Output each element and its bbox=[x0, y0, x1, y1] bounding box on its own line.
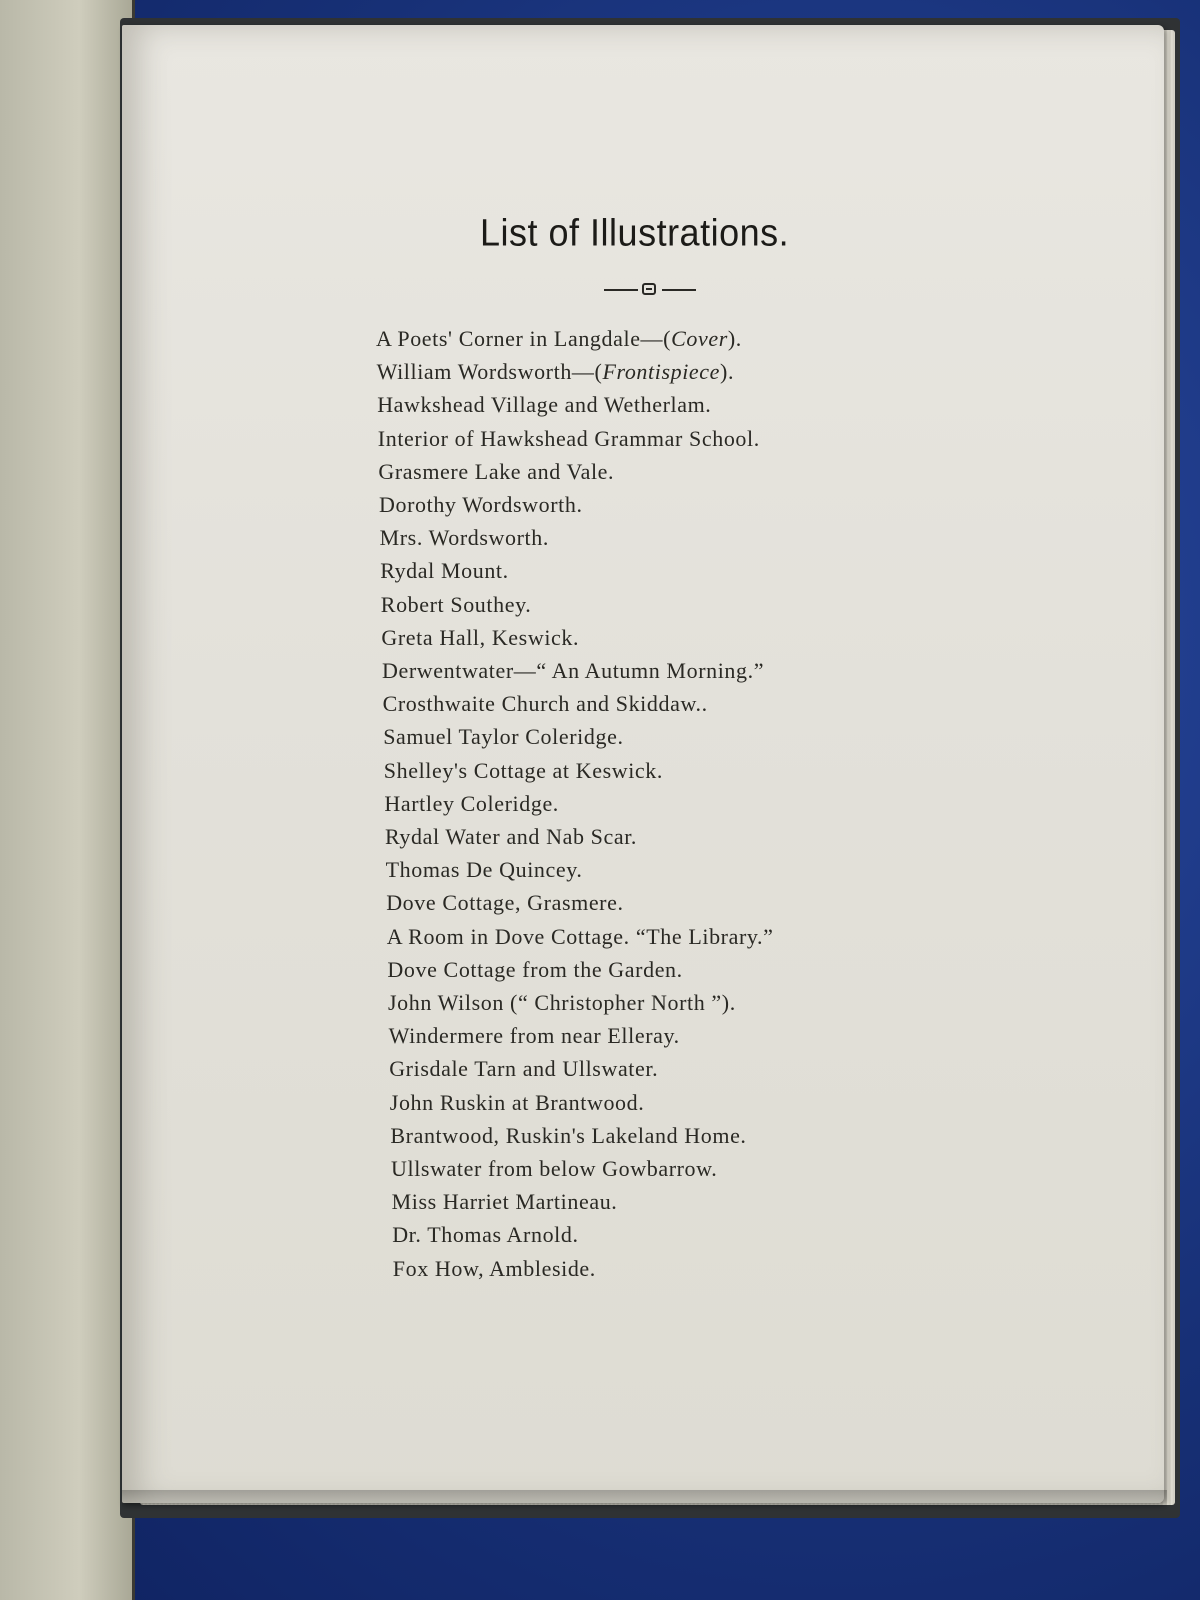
illustration-item-text: Crosthwaite Church and Skiddaw.. bbox=[382, 691, 708, 717]
illustration-item bbox=[389, 1023, 680, 1049]
illustration-item bbox=[385, 824, 637, 850]
ornament-rule-right bbox=[662, 289, 696, 291]
illustration-item-tail: ). bbox=[727, 326, 742, 351]
illustration-item-text: Dove Cottage, Grasmere. bbox=[386, 890, 624, 916]
illustration-item bbox=[392, 1222, 578, 1248]
illustration-item bbox=[377, 359, 734, 385]
illustration-item bbox=[378, 459, 614, 485]
illustration-item bbox=[376, 326, 742, 352]
illustration-item bbox=[382, 658, 764, 684]
illustration-item-text: Brantwood, Ruskin's Lakeland Home. bbox=[390, 1122, 747, 1148]
illustration-item bbox=[386, 890, 623, 916]
illustration-item bbox=[389, 1056, 658, 1082]
illustration-item-text: Grisdale Tarn and Ullswater. bbox=[389, 1056, 659, 1082]
illustration-item bbox=[379, 492, 583, 518]
illustration-item-italic: Cover bbox=[671, 326, 728, 351]
illustration-item-text: Windermere from near Elleray. bbox=[388, 1023, 680, 1049]
illustration-item-text: Shelley's Cottage at Keswick. bbox=[383, 757, 663, 783]
illustration-item-text: Fox How, Ambleside. bbox=[392, 1255, 596, 1281]
illustration-item bbox=[380, 525, 549, 551]
illustration-item-text: Dove Cottage from the Garden. bbox=[387, 956, 683, 982]
illustration-item-text: Greta Hall, Keswick. bbox=[381, 624, 580, 650]
illustration-item bbox=[381, 592, 532, 618]
illustration-item-text: Samuel Taylor Coleridge. bbox=[383, 724, 624, 750]
illustration-item bbox=[383, 691, 708, 717]
illustration-item bbox=[383, 724, 623, 750]
illustration-item-text: Grasmere Lake and Vale. bbox=[378, 458, 615, 484]
ornament-knot-icon bbox=[642, 283, 656, 295]
illustration-item-text: Dorothy Wordsworth. bbox=[379, 492, 583, 517]
illustration-item-text: John Ruskin at Brantwood. bbox=[389, 1089, 645, 1115]
illustration-item bbox=[390, 1123, 746, 1149]
left-page bbox=[0, 0, 135, 1600]
illustration-item bbox=[384, 758, 663, 784]
page-bottom-shadow bbox=[122, 1490, 1167, 1510]
illustration-item-text: A Poets' Corner in Langdale—( bbox=[376, 326, 672, 351]
page-title: List of Illustrations. bbox=[480, 210, 790, 254]
illustration-item bbox=[387, 957, 682, 983]
illustration-item-text: Ullswater from below Gowbarrow. bbox=[391, 1156, 718, 1181]
illustration-item bbox=[386, 857, 583, 883]
illustration-item bbox=[388, 990, 736, 1016]
illustration-item-text: Mrs. Wordsworth. bbox=[379, 525, 549, 551]
illustration-item-text: William Wordsworth—( bbox=[376, 359, 603, 385]
illustration-item bbox=[384, 791, 559, 817]
illustration-item bbox=[387, 924, 774, 950]
illustration-item-text: Derwentwater—“ An Autumn Morning.” bbox=[382, 658, 765, 683]
illustration-item bbox=[392, 1189, 618, 1215]
illustration-item bbox=[377, 392, 711, 418]
illustration-item bbox=[378, 426, 760, 452]
illustration-item-text: Hartley Coleridge. bbox=[384, 790, 559, 816]
illustration-item-tail: ). bbox=[720, 359, 735, 385]
illustration-item bbox=[393, 1256, 596, 1282]
ornament-rule-left bbox=[604, 289, 638, 291]
illustration-item-text: Rydal Water and Nab Scar. bbox=[385, 824, 638, 849]
illustration-item bbox=[390, 1090, 645, 1116]
illustration-item-text: Miss Harriet Martineau. bbox=[391, 1189, 618, 1215]
illustration-item-italic: Frontispiece bbox=[602, 359, 721, 385]
illustration-item bbox=[381, 625, 579, 651]
illustration-item-text: Hawkshead Village and Wetherlam. bbox=[377, 392, 712, 418]
illustration-item-text: John Wilson (“ Christopher North ”). bbox=[388, 990, 736, 1015]
illustration-item-text: Thomas De Quincey. bbox=[385, 857, 583, 883]
illustration-item-text: Dr. Thomas Arnold. bbox=[392, 1222, 579, 1248]
ornament-divider bbox=[604, 283, 696, 297]
illustration-item-text: Robert Southey. bbox=[380, 591, 532, 617]
illustration-item-text: Rydal Mount. bbox=[380, 558, 509, 584]
illustration-item bbox=[380, 558, 509, 584]
illustration-item-text: A Room in Dove Cottage. “The Library.” bbox=[386, 923, 774, 949]
illustration-item bbox=[391, 1156, 717, 1182]
illustration-item-text: Interior of Hawkshead Grammar School. bbox=[377, 425, 760, 451]
